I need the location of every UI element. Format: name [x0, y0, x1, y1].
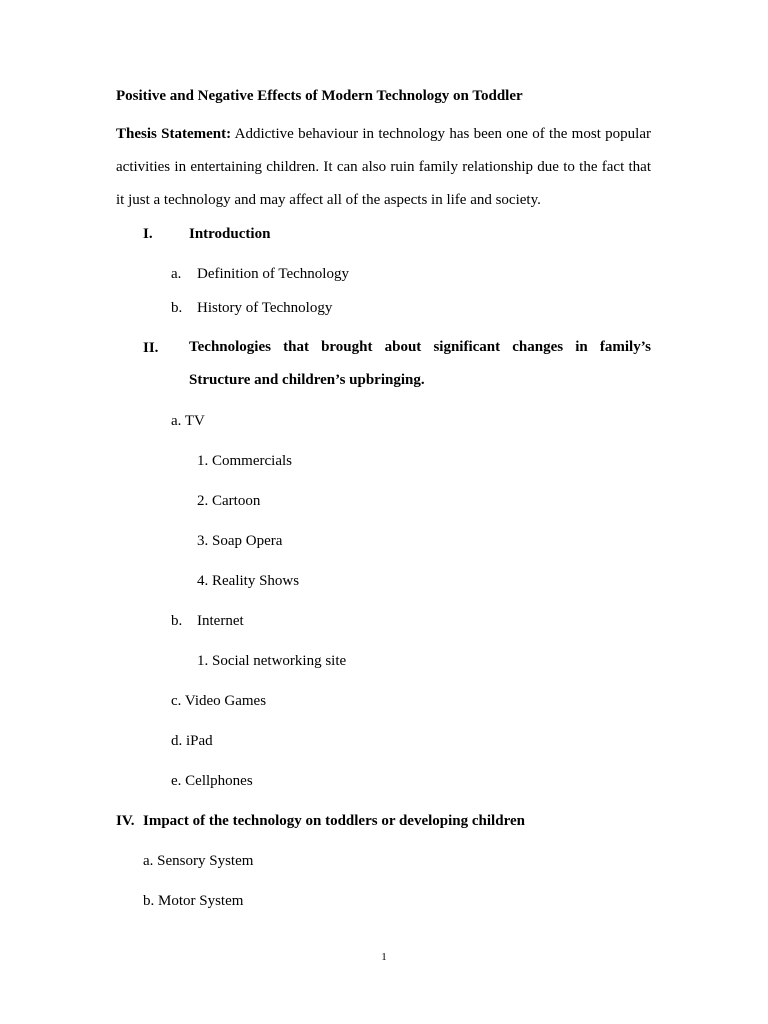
section-title: Introduction — [189, 226, 271, 242]
outline-subitem: 4. Reality Shows — [197, 573, 300, 589]
document-title: Positive and Negative Effects of Modern Technology on Toddler — [116, 88, 523, 104]
outline-item-text: Definition of Technology — [197, 266, 349, 282]
outline-subitem: 3. Soap Opera — [197, 533, 283, 549]
outline-item: a. Sensory System — [143, 853, 254, 869]
thesis-label: Thesis Statement: — [116, 126, 232, 142]
outline-item: c. Video Games — [171, 693, 267, 709]
thesis-text: Addictive behaviour in technology has been one of the most popular activities in entertaining children. It can also ruin family relationship due to the fact that it just a technology and may affect all of the aspects in life and society. — [116, 126, 651, 209]
outline-subitem: 2. Cartoon — [197, 493, 261, 509]
outline-item-letter: a. — [171, 266, 182, 282]
section-number: IV. — [116, 813, 135, 829]
outline-item: a. TV — [171, 413, 205, 429]
section-number: II. — [143, 340, 159, 356]
section-number: I. — [143, 226, 153, 242]
outline-item-text: History of Technology — [197, 300, 333, 316]
outline-item: d. iPad — [171, 733, 213, 749]
outline-item-letter: b. — [171, 613, 183, 629]
section-title: Technologies that brought about significant changes in family’s Structure and children’s upbringing. — [189, 339, 651, 389]
page-number: 1 — [381, 951, 387, 963]
outline-item: e. Cellphones — [171, 773, 253, 789]
section-title: Impact of the technology on toddlers or developing children — [143, 813, 525, 829]
outline-subitem: 1. Social networking site — [197, 653, 347, 669]
outline-subitem: 1. Commercials — [197, 453, 292, 469]
outline-item-text: Internet — [197, 613, 244, 629]
outline-item-letter: b. — [171, 300, 183, 316]
outline-item: b. Motor System — [143, 893, 244, 909]
thesis-statement — [116, 118, 651, 218]
